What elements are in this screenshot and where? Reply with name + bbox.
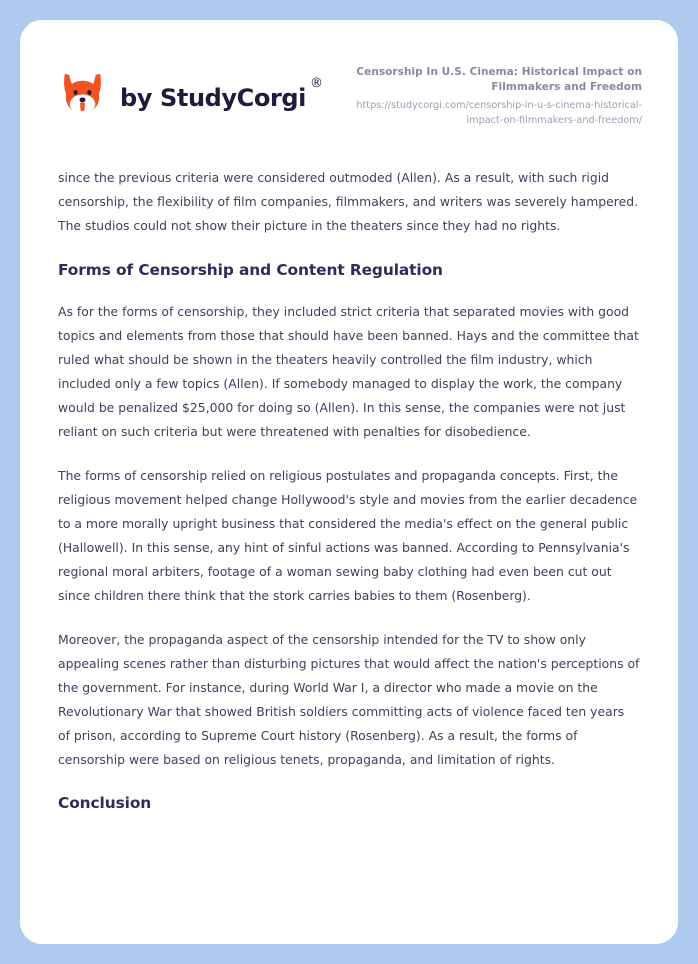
section-heading-conclusion: Conclusion [58, 793, 152, 812]
document-header [20, 20, 678, 129]
document-meta [323, 62, 642, 129]
registered-trademark-icon: ® [310, 75, 323, 91]
paragraph-1: since the previous criteria were considered outmoded (Allen). As a result, with such rigid censorship, the flexibility of film companies, filmmakers, and writers was severely hampered. The studios could not show their picture in the theaters since they had no rights. [58, 169, 639, 233]
document-url[interactable]: https://studycorgi.com/censorship-in-u-s-cinema-historical-impact-on-filmmakers-and-freedom/ [356, 100, 642, 126]
document-page-card [20, 20, 678, 944]
paragraph-2: As for the forms of censorship, they included strict criteria that separated movies with good topics and elements from those that should have been banned. Hays and the committee that ruled what should be shown in the theaters heavily controlled the film industry, which included only a few topics (Allen). If somebody managed to display the work, the company would be penalized $25,000 for doing so (Allen). In this sense, the companies were not just reliant on such criteria but were threatened with penalties for disobedience. [58, 303, 639, 439]
corgi-logo-icon [58, 69, 107, 118]
document-body [20, 166, 678, 813]
brand-wordmark [120, 75, 323, 112]
section-heading-forms-of-censorship: Forms of Censorship and Content Regulation [58, 260, 443, 279]
document-title: Censorship In U.S. Cinema: Historical Impact on Filmmakers and Freedom [356, 66, 642, 94]
brand-logo-group [58, 62, 323, 118]
paragraph-4: Moreover, the propaganda aspect of the censorship intended for the TV to show only appealing scenes rather than disturbing pictures that would affect the nation's perceptions of the government. For instance, during World War I, a director who made a movie on the Revolutionary War that showed British soldiers committing acts of violence faced ten years of prison, according to Supreme Court history (Rosenberg). As a result, the forms of censorship were based on religious tenets, propaganda, and limitation of rights. [58, 631, 640, 767]
brand-name-text: by StudyCorgi [120, 83, 306, 112]
paragraph-3: The forms of censorship relied on religious postulates and propaganda concepts. First, the religious movement helped change Hollywood's style and movies from the earlier decadence to a more morally upright business that considered the media's effect on the general public (Hallowell). In this sense, any hint of sinful actions was banned. According to Pennsylvania's regional moral arbiters, footage of a woman sewing baby clothing had even been cut out since children there think that the stork carries babies to them (Rosenberg). [58, 467, 638, 603]
